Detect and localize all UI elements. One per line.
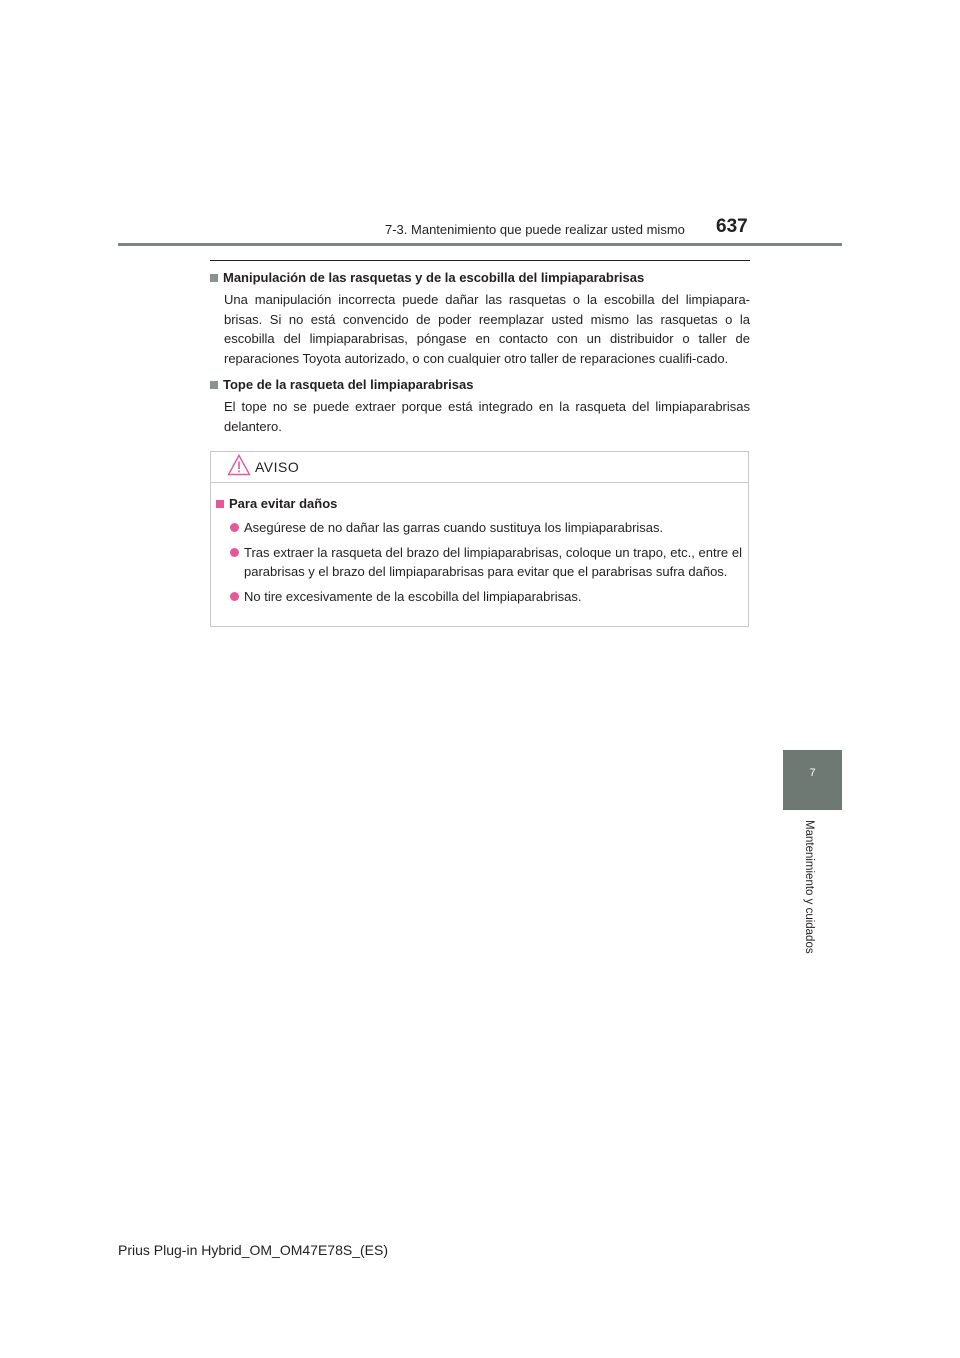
warning-bullet [230, 587, 742, 607]
chapter-side-label: Mantenimiento y cuidados [803, 820, 815, 954]
warning-bullet-text: Asegúrese de no dañar las garras cuando sustituya los limpiaparabrisas. [244, 520, 664, 535]
warning-bullet [230, 543, 742, 582]
section-wiper-handling [210, 269, 750, 368]
warning-bullet-text: Tras extraer la rasqueta del brazo del limpiaparabrisas, coloque un trapo, etc., entre el parabrisas y el brazo del limpiaparabrisas para evitar que el parabrisas sufra daños. [244, 544, 742, 579]
chapter-number: 7 [809, 767, 816, 779]
square-bullet-icon [216, 500, 224, 508]
square-bullet-icon [210, 381, 218, 389]
section-body: El tope no se puede extraer porque está integrado en la rasqueta del limpiaparabrisas delantero. [224, 399, 750, 434]
main-content [210, 260, 750, 436]
warning-title: AVISO [255, 459, 300, 475]
warning-box [210, 451, 749, 627]
footer-document-id: Prius Plug-in Hybrid_OM_OM47E78S_(ES) [118, 1242, 388, 1258]
warning-body [211, 483, 748, 606]
section-heading [210, 376, 750, 394]
section-body: Una manipulación incorrecta puede dañar las rasquetas o la escobilla del limpiapara-brisas. Si no está convencido de poder reemplazar usted mismo las rasquetas o la escobilla del limpiaparabrisas, póngase en contacto con un distribuidor o taller de reparaciones Toyota autorizado, o con cualquier otro taller de reparaciones cualifi-cado. [224, 292, 750, 366]
header-section-title: 7-3. Mantenimiento que puede realizar usted mismo [385, 222, 685, 237]
warning-heading [216, 495, 742, 513]
top-rule [210, 260, 750, 261]
square-bullet-icon [210, 274, 218, 282]
header-rule [118, 243, 842, 246]
warning-bullet-text: No tire excesivamente de la escobilla del limpiaparabrisas. [244, 588, 582, 604]
section-heading-text: Tope de la rasqueta del limpiaparabrisas [223, 377, 474, 392]
warning-bullet [230, 518, 742, 538]
page-number: 637 [716, 216, 748, 237]
circle-bullet-icon [230, 523, 239, 532]
circle-bullet-icon [230, 592, 239, 601]
section-heading-text: Manipulación de las rasquetas y de la escobilla del limpiaparabrisas [223, 270, 645, 285]
chapter-tab [783, 750, 842, 810]
warning-triangle-icon [227, 454, 251, 481]
circle-bullet-icon [230, 548, 239, 557]
section-heading [210, 269, 750, 287]
warning-heading-text: Para evitar daños [229, 496, 338, 511]
warning-header [211, 452, 748, 483]
section-wiper-stopper [210, 376, 750, 436]
